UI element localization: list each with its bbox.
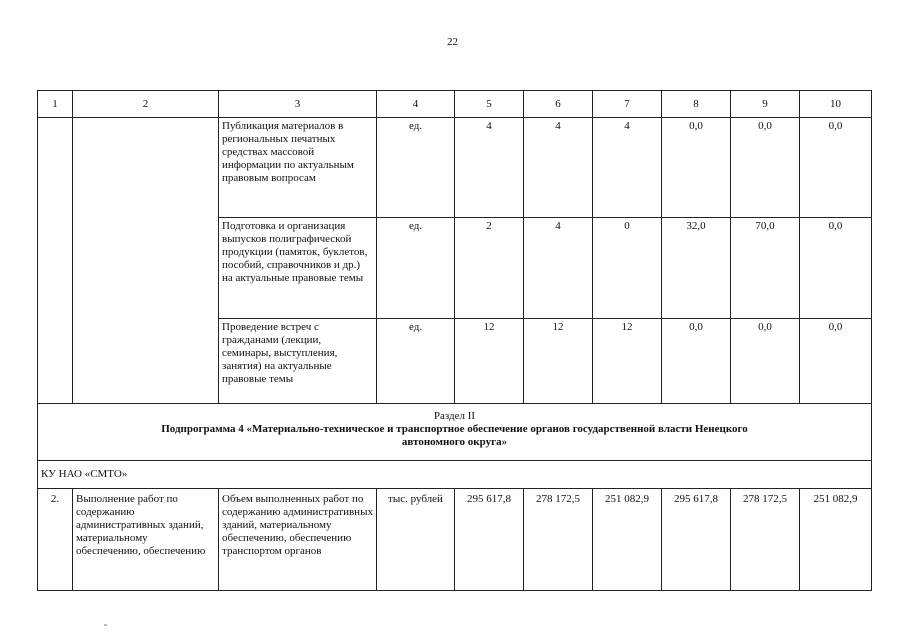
subprogram-title: Подпрограмма 4 «Материально-техническое и транспортное обеспечение органов государственной власти Ненецкого автономного округа» — [161, 423, 748, 448]
value-cell: 295 617,8 — [662, 489, 731, 591]
table-row — [38, 118, 872, 218]
value-cell: 0,0 — [731, 118, 800, 218]
column-header: 7 — [593, 91, 662, 118]
section-row — [38, 404, 872, 461]
indicator-cell: Подготовка и организация выпусков полиграфической продукции (памяток, буклетов, пособий, справочников и др.) на актуальные правовые темы — [219, 218, 377, 319]
column-header: 9 — [731, 91, 800, 118]
unit-cell: ед. — [377, 218, 455, 319]
column-header: 3 — [219, 91, 377, 118]
value-cell: 4 — [524, 118, 593, 218]
value-cell: 0,0 — [731, 319, 800, 404]
value-cell: 0,0 — [662, 319, 731, 404]
item-number-cell: 2. — [38, 489, 73, 591]
value-cell: 2 — [455, 218, 524, 319]
empty-number-cell — [38, 118, 73, 404]
value-cell: 278 172,5 — [731, 489, 800, 591]
table-header-row — [38, 91, 872, 118]
section-heading-cell — [38, 404, 872, 461]
activity-cell: Выполнение работ по содержанию административных зданий, материальному обеспечению, обеспечению — [73, 489, 219, 591]
value-cell: 4 — [455, 118, 524, 218]
value-cell: 251 082,9 — [593, 489, 662, 591]
section-label: Раздел II — [433, 410, 476, 422]
value-cell: 70,0 — [731, 218, 800, 319]
column-header: 8 — [662, 91, 731, 118]
value-cell: 0,0 — [800, 319, 872, 404]
unit-cell: ед. — [377, 118, 455, 218]
table-row — [38, 489, 872, 591]
page-number: 22 — [447, 36, 458, 48]
value-cell: 12 — [455, 319, 524, 404]
value-cell: 0,0 — [800, 118, 872, 218]
value-cell: 12 — [593, 319, 662, 404]
value-cell: 278 172,5 — [524, 489, 593, 591]
column-header: 10 — [800, 91, 872, 118]
value-cell: 251 082,9 — [800, 489, 872, 591]
column-header: 4 — [377, 91, 455, 118]
indicator-cell: Публикация материалов в региональных печатных средствах массовой информации по актуальным правовым вопросам — [219, 118, 377, 218]
indicator-cell: Объем выполненных работ по содержанию административных зданий, материальному обеспечению, обеспечению транспортом органов — [219, 489, 377, 591]
value-cell: 4 — [593, 118, 662, 218]
value-cell: 32,0 — [662, 218, 731, 319]
value-cell: 12 — [524, 319, 593, 404]
organization-row — [38, 461, 872, 489]
unit-cell: тыс. рублей — [377, 489, 455, 591]
column-header: 6 — [524, 91, 593, 118]
scan-speck — [104, 624, 107, 626]
value-cell: 0 — [593, 218, 662, 319]
value-cell: 295 617,8 — [455, 489, 524, 591]
column-header: 5 — [455, 91, 524, 118]
value-cell: 0,0 — [662, 118, 731, 218]
empty-activity-cell — [73, 118, 219, 404]
indicators-table — [37, 90, 872, 591]
column-header: 1 — [38, 91, 73, 118]
organization-cell: КУ НАО «СМТО» — [38, 461, 872, 489]
indicator-cell: Проведение встреч с гражданами (лекции, семинары, выступления, занятия) на актуальные правовые темы — [219, 319, 377, 404]
column-header: 2 — [73, 91, 219, 118]
value-cell: 0,0 — [800, 218, 872, 319]
unit-cell: ед. — [377, 319, 455, 404]
value-cell: 4 — [524, 218, 593, 319]
